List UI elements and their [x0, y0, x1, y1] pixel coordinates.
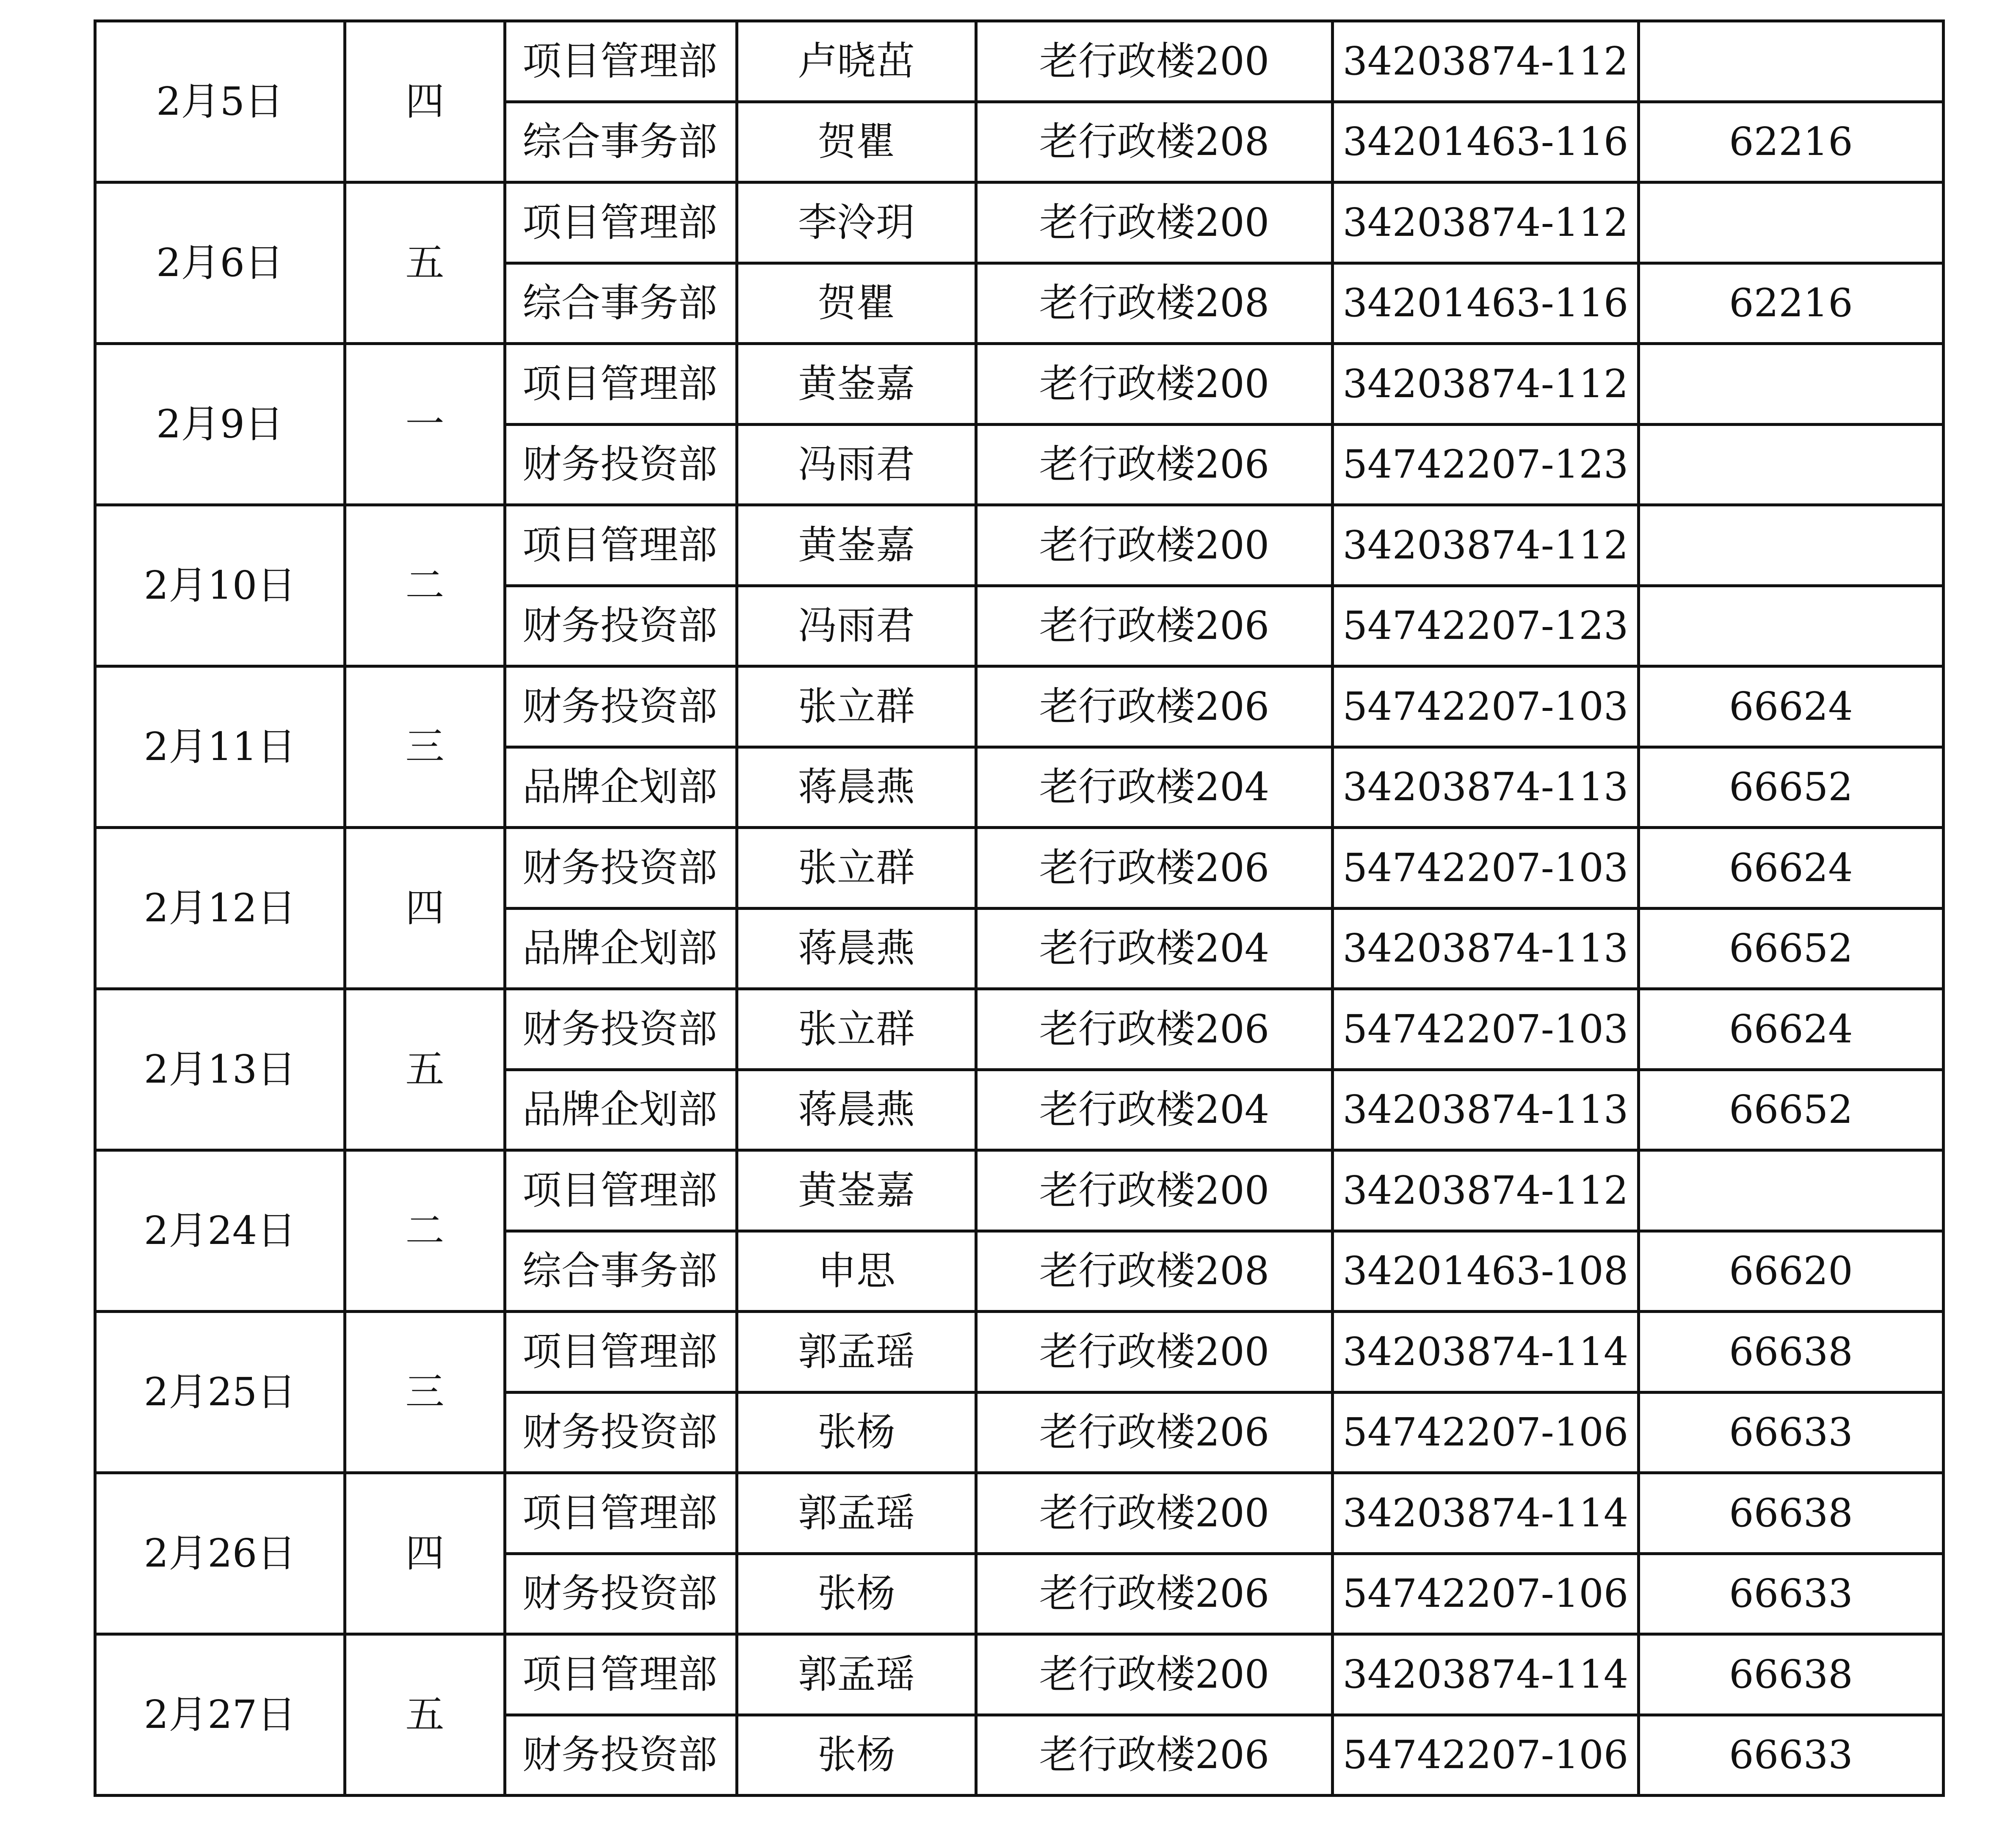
staff-name-cell: 李泠玥 — [737, 182, 976, 263]
department-cell: 品牌企划部 — [505, 908, 737, 989]
department-cell: 项目管理部 — [505, 505, 737, 586]
office-cell: 老行政楼200 — [976, 1150, 1333, 1231]
department-cell: 项目管理部 — [505, 1473, 737, 1554]
extension-cell: 62216 — [1639, 263, 1944, 344]
department-cell: 项目管理部 — [505, 21, 737, 102]
weekday-cell: 四 — [345, 21, 505, 182]
department-cell: 综合事务部 — [505, 1231, 737, 1312]
table-row — [95, 1473, 1944, 1554]
office-cell: 老行政楼200 — [976, 21, 1333, 102]
phone-cell: 54742207-103 — [1333, 828, 1639, 909]
department-cell: 项目管理部 — [505, 182, 737, 263]
weekday-cell: 五 — [345, 1634, 505, 1796]
date-cell: 2月12日 — [95, 828, 345, 989]
office-cell: 老行政楼206 — [976, 1553, 1333, 1634]
phone-cell: 34201463-116 — [1333, 102, 1639, 182]
phone-cell: 54742207-106 — [1333, 1715, 1639, 1796]
staff-name-cell: 贺瞿 — [737, 263, 976, 344]
extension-cell: 62216 — [1639, 102, 1944, 182]
department-cell: 财务投资部 — [505, 1392, 737, 1473]
office-cell: 老行政楼200 — [976, 1312, 1333, 1393]
department-cell: 财务投资部 — [505, 828, 737, 909]
date-cell: 2月26日 — [95, 1473, 345, 1634]
phone-cell: 54742207-123 — [1333, 424, 1639, 505]
extension-cell: 66633 — [1639, 1715, 1944, 1796]
department-cell: 财务投资部 — [505, 1553, 737, 1634]
weekday-cell: 二 — [345, 1150, 505, 1312]
staff-name-cell: 郭孟瑶 — [737, 1473, 976, 1554]
office-cell: 老行政楼206 — [976, 1715, 1333, 1796]
phone-cell: 54742207-106 — [1333, 1392, 1639, 1473]
office-cell: 老行政楼200 — [976, 182, 1333, 263]
date-cell: 2月13日 — [95, 989, 345, 1150]
office-cell: 老行政楼208 — [976, 1231, 1333, 1312]
extension-cell: 66624 — [1639, 666, 1944, 747]
phone-cell: 34203874-114 — [1333, 1473, 1639, 1554]
weekday-cell: 三 — [345, 1312, 505, 1473]
date-cell: 2月27日 — [95, 1634, 345, 1796]
extension-cell: 66638 — [1639, 1473, 1944, 1554]
extension-cell: 66652 — [1639, 747, 1944, 828]
office-cell: 老行政楼200 — [976, 344, 1333, 425]
date-cell: 2月11日 — [95, 666, 345, 828]
extension-cell — [1639, 182, 1944, 263]
office-cell: 老行政楼206 — [976, 666, 1333, 747]
staff-name-cell: 张杨 — [737, 1392, 976, 1473]
staff-name-cell: 蒋晨燕 — [737, 1070, 976, 1150]
weekday-cell: 二 — [345, 505, 505, 666]
staff-name-cell: 张立群 — [737, 989, 976, 1070]
table-row — [95, 1150, 1944, 1231]
office-cell: 老行政楼200 — [976, 1634, 1333, 1715]
phone-cell: 34203874-113 — [1333, 908, 1639, 989]
office-cell: 老行政楼204 — [976, 747, 1333, 828]
weekday-cell: 三 — [345, 666, 505, 828]
phone-cell: 34203874-112 — [1333, 1150, 1639, 1231]
office-cell: 老行政楼200 — [976, 505, 1333, 586]
date-cell: 2月6日 — [95, 182, 345, 344]
office-cell: 老行政楼206 — [976, 828, 1333, 909]
date-cell: 2月5日 — [95, 21, 345, 182]
phone-cell: 34203874-113 — [1333, 747, 1639, 828]
extension-cell — [1639, 505, 1944, 586]
phone-cell: 34201463-116 — [1333, 263, 1639, 344]
phone-cell: 54742207-103 — [1333, 989, 1639, 1070]
extension-cell: 66620 — [1639, 1231, 1944, 1312]
staff-name-cell: 黄崟嘉 — [737, 344, 976, 425]
extension-cell: 66638 — [1639, 1634, 1944, 1715]
table-row — [95, 828, 1944, 909]
staff-name-cell: 冯雨君 — [737, 424, 976, 505]
weekday-cell: 四 — [345, 828, 505, 989]
staff-name-cell: 蒋晨燕 — [737, 747, 976, 828]
table-row — [95, 666, 1944, 747]
staff-name-cell: 卢晓茁 — [737, 21, 976, 102]
office-cell: 老行政楼206 — [976, 586, 1333, 666]
extension-cell — [1639, 1150, 1944, 1231]
staff-name-cell: 黄崟嘉 — [737, 1150, 976, 1231]
table-row — [95, 344, 1944, 425]
department-cell: 财务投资部 — [505, 424, 737, 505]
extension-cell: 66624 — [1639, 989, 1944, 1070]
table-row — [95, 21, 1944, 102]
department-cell: 项目管理部 — [505, 1634, 737, 1715]
department-cell: 财务投资部 — [505, 1715, 737, 1796]
table-row — [95, 505, 1944, 586]
department-cell: 品牌企划部 — [505, 1070, 737, 1150]
office-cell: 老行政楼208 — [976, 263, 1333, 344]
staff-name-cell: 黄崟嘉 — [737, 505, 976, 586]
office-cell: 老行政楼204 — [976, 908, 1333, 989]
extension-cell: 66624 — [1639, 828, 1944, 909]
extension-cell — [1639, 424, 1944, 505]
extension-cell: 66652 — [1639, 908, 1944, 989]
department-cell: 财务投资部 — [505, 666, 737, 747]
phone-cell: 34201463-108 — [1333, 1231, 1639, 1312]
department-cell: 财务投资部 — [505, 586, 737, 666]
office-cell: 老行政楼204 — [976, 1070, 1333, 1150]
phone-cell: 34203874-112 — [1333, 505, 1639, 586]
staff-name-cell: 申思 — [737, 1231, 976, 1312]
office-cell: 老行政楼200 — [976, 1473, 1333, 1554]
extension-cell — [1639, 21, 1944, 102]
staff-name-cell: 张杨 — [737, 1553, 976, 1634]
extension-cell: 66633 — [1639, 1392, 1944, 1473]
weekday-cell: 一 — [345, 344, 505, 505]
table-row — [95, 182, 1944, 263]
duty-schedule-table — [94, 19, 1945, 1797]
table-row — [95, 1312, 1944, 1393]
office-cell: 老行政楼206 — [976, 424, 1333, 505]
department-cell: 项目管理部 — [505, 1150, 737, 1231]
date-cell: 2月10日 — [95, 505, 345, 666]
staff-name-cell: 冯雨君 — [737, 586, 976, 666]
duty-schedule-table-wrapper — [94, 19, 1942, 1797]
extension-cell — [1639, 344, 1944, 425]
weekday-cell: 五 — [345, 182, 505, 344]
phone-cell: 54742207-123 — [1333, 586, 1639, 666]
phone-cell: 34203874-112 — [1333, 344, 1639, 425]
table-row — [95, 1634, 1944, 1715]
staff-name-cell: 郭孟瑶 — [737, 1312, 976, 1393]
schedule-body — [95, 21, 1944, 1796]
date-cell: 2月25日 — [95, 1312, 345, 1473]
date-cell: 2月9日 — [95, 344, 345, 505]
phone-cell: 34203874-112 — [1333, 182, 1639, 263]
department-cell: 品牌企划部 — [505, 747, 737, 828]
staff-name-cell: 张立群 — [737, 828, 976, 909]
office-cell: 老行政楼208 — [976, 102, 1333, 182]
extension-cell — [1639, 586, 1944, 666]
department-cell: 项目管理部 — [505, 344, 737, 425]
department-cell: 综合事务部 — [505, 263, 737, 344]
department-cell: 财务投资部 — [505, 989, 737, 1070]
phone-cell: 54742207-106 — [1333, 1553, 1639, 1634]
staff-name-cell: 贺瞿 — [737, 102, 976, 182]
phone-cell: 34203874-112 — [1333, 21, 1639, 102]
extension-cell: 66633 — [1639, 1553, 1944, 1634]
department-cell: 综合事务部 — [505, 102, 737, 182]
extension-cell: 66638 — [1639, 1312, 1944, 1393]
weekday-cell: 四 — [345, 1473, 505, 1634]
office-cell: 老行政楼206 — [976, 1392, 1333, 1473]
weekday-cell: 五 — [345, 989, 505, 1150]
phone-cell: 34203874-114 — [1333, 1312, 1639, 1393]
staff-name-cell: 郭孟瑶 — [737, 1634, 976, 1715]
table-row — [95, 989, 1944, 1070]
date-cell: 2月24日 — [95, 1150, 345, 1312]
department-cell: 项目管理部 — [505, 1312, 737, 1393]
extension-cell: 66652 — [1639, 1070, 1944, 1150]
phone-cell: 54742207-103 — [1333, 666, 1639, 747]
phone-cell: 34203874-113 — [1333, 1070, 1639, 1150]
staff-name-cell: 张立群 — [737, 666, 976, 747]
office-cell: 老行政楼206 — [976, 989, 1333, 1070]
staff-name-cell: 蒋晨燕 — [737, 908, 976, 989]
staff-name-cell: 张杨 — [737, 1715, 976, 1796]
phone-cell: 34203874-114 — [1333, 1634, 1639, 1715]
